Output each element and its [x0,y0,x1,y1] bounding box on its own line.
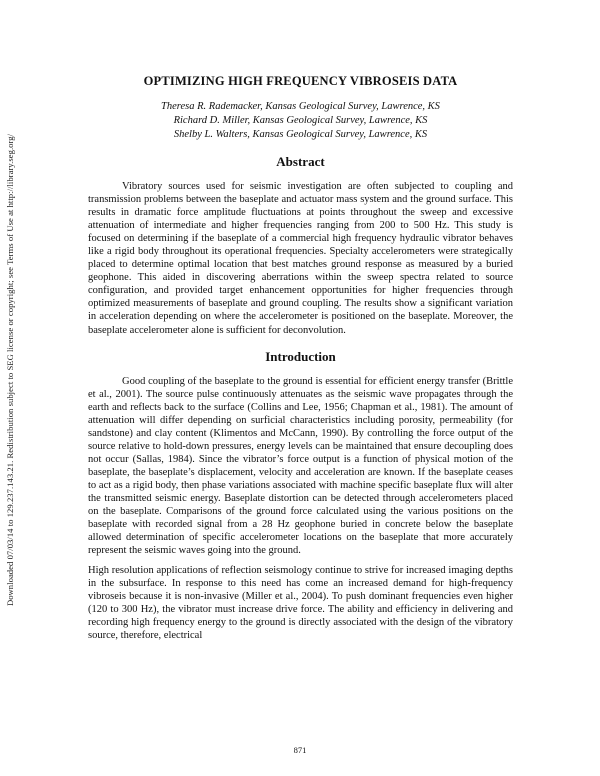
paper-title: OPTIMIZING HIGH FREQUENCY VIBROSEIS DATA [143,74,458,88]
introduction-heading: Introduction [265,348,336,364]
paper-page [88,0,513,643]
abstract-text: Vibratory sources used for seismic investigation are often subjected to coupling and transmission problems between the baseplate and actuator mass system and the ground surface. This results in dramatic force amplitude fluctuations at points throughout the sweep and excessive attenuation of intermediate and higher frequencies ranging from 200 to 500 Hz. This study is focused on determining if the baseplate of a commercial high frequency hydraulic vibrator behaves like a rigid body throughout its operational frequencies. Specialty accelerometers were strategically placed to determine optimal location that best matches ground response as measured by a buried geophone. This aided in discovering aberrations within the sweep spectra related to source configuration, and provided target enhancement opportunities for higher frequencies through optimized measurements of baseplate and ground coupling. The results show a significant variation in acceleration depending on where the accelerometer is positioned on the baseplate. Moreover, the baseplate accelerometer alone is sufficient for deconvolution. [88,181,513,336]
author-line: Shelby L. Walters, Kansas Geological Survey, Lawrence, KS [173,129,428,140]
download-notice [2,130,18,610]
abstract-heading: Abstract [276,154,325,169]
author-list [88,100,513,142]
page-number: 871 [293,745,307,755]
author-line: Richard D. Miller, Kansas Geological Survey, Lawrence, KS [173,115,428,126]
introduction-paragraph: High resolution applications of reflection seismology continue to strive for increased imaging depths in the subsurface. In response to this need has come an increased demand for high-frequency vibroseis because it is non-invasive (Miller et al., 2004). To push dominant frequencies even higher (120 to 300 Hz), the vibrator must increase drive force. The ability and efficiency in delivering and recording high frequency energy to the ground is directly associated with the design of the vibratory source, therefore, electrical [88,565,513,642]
introduction-paragraph: Good coupling of the baseplate to the ground is essential for efficient energy transfer (Brittle et al., 2001). The source pulse continuously attenuates as the seismic wave propagates through the earth and reflects back to the surface (Collins and Lee, 1956; Chapman et al., 1981). The amount of attenuation will differ depending on surficial characteristics including porosity, permeability (for sandstone) and clay content (Klimentos and McCann, 1990). By controlling the force output of the source relative to hold-down pressures, energy levels can be maintained that ensure decoupling does not occur (Sallas, 1984). Since the vibrator’s force output is a function of physical motion of the baseplate, the baseplate’s displacement, velocity and acceleration are known. If the baseplate ceases to act as a rigid body, then phase variations associated with machine specific baseplate flux will alter the transmitted seismic energy. Baseplate distortion can be detected through accelerometers placed on the baseplate. Comparisons of the ground force calculated using the various positions on the baseplate with recorded signal from a 28 Hz geophone buried in concrete below the baseplate allowed determination of specific accelerometer locations on the baseplate that more accurately represent the seismic waves going into the ground. [88,375,513,557]
download-notice-text: Downloaded 07/03/14 to 129.237.143.21. Redistribution subject to SEG license or copyright; see Terms of Use at http://library.seg.org/ [5,133,15,607]
author-line: Theresa R. Rademacker, Kansas Geological Survey, Lawrence, KS [161,101,440,112]
